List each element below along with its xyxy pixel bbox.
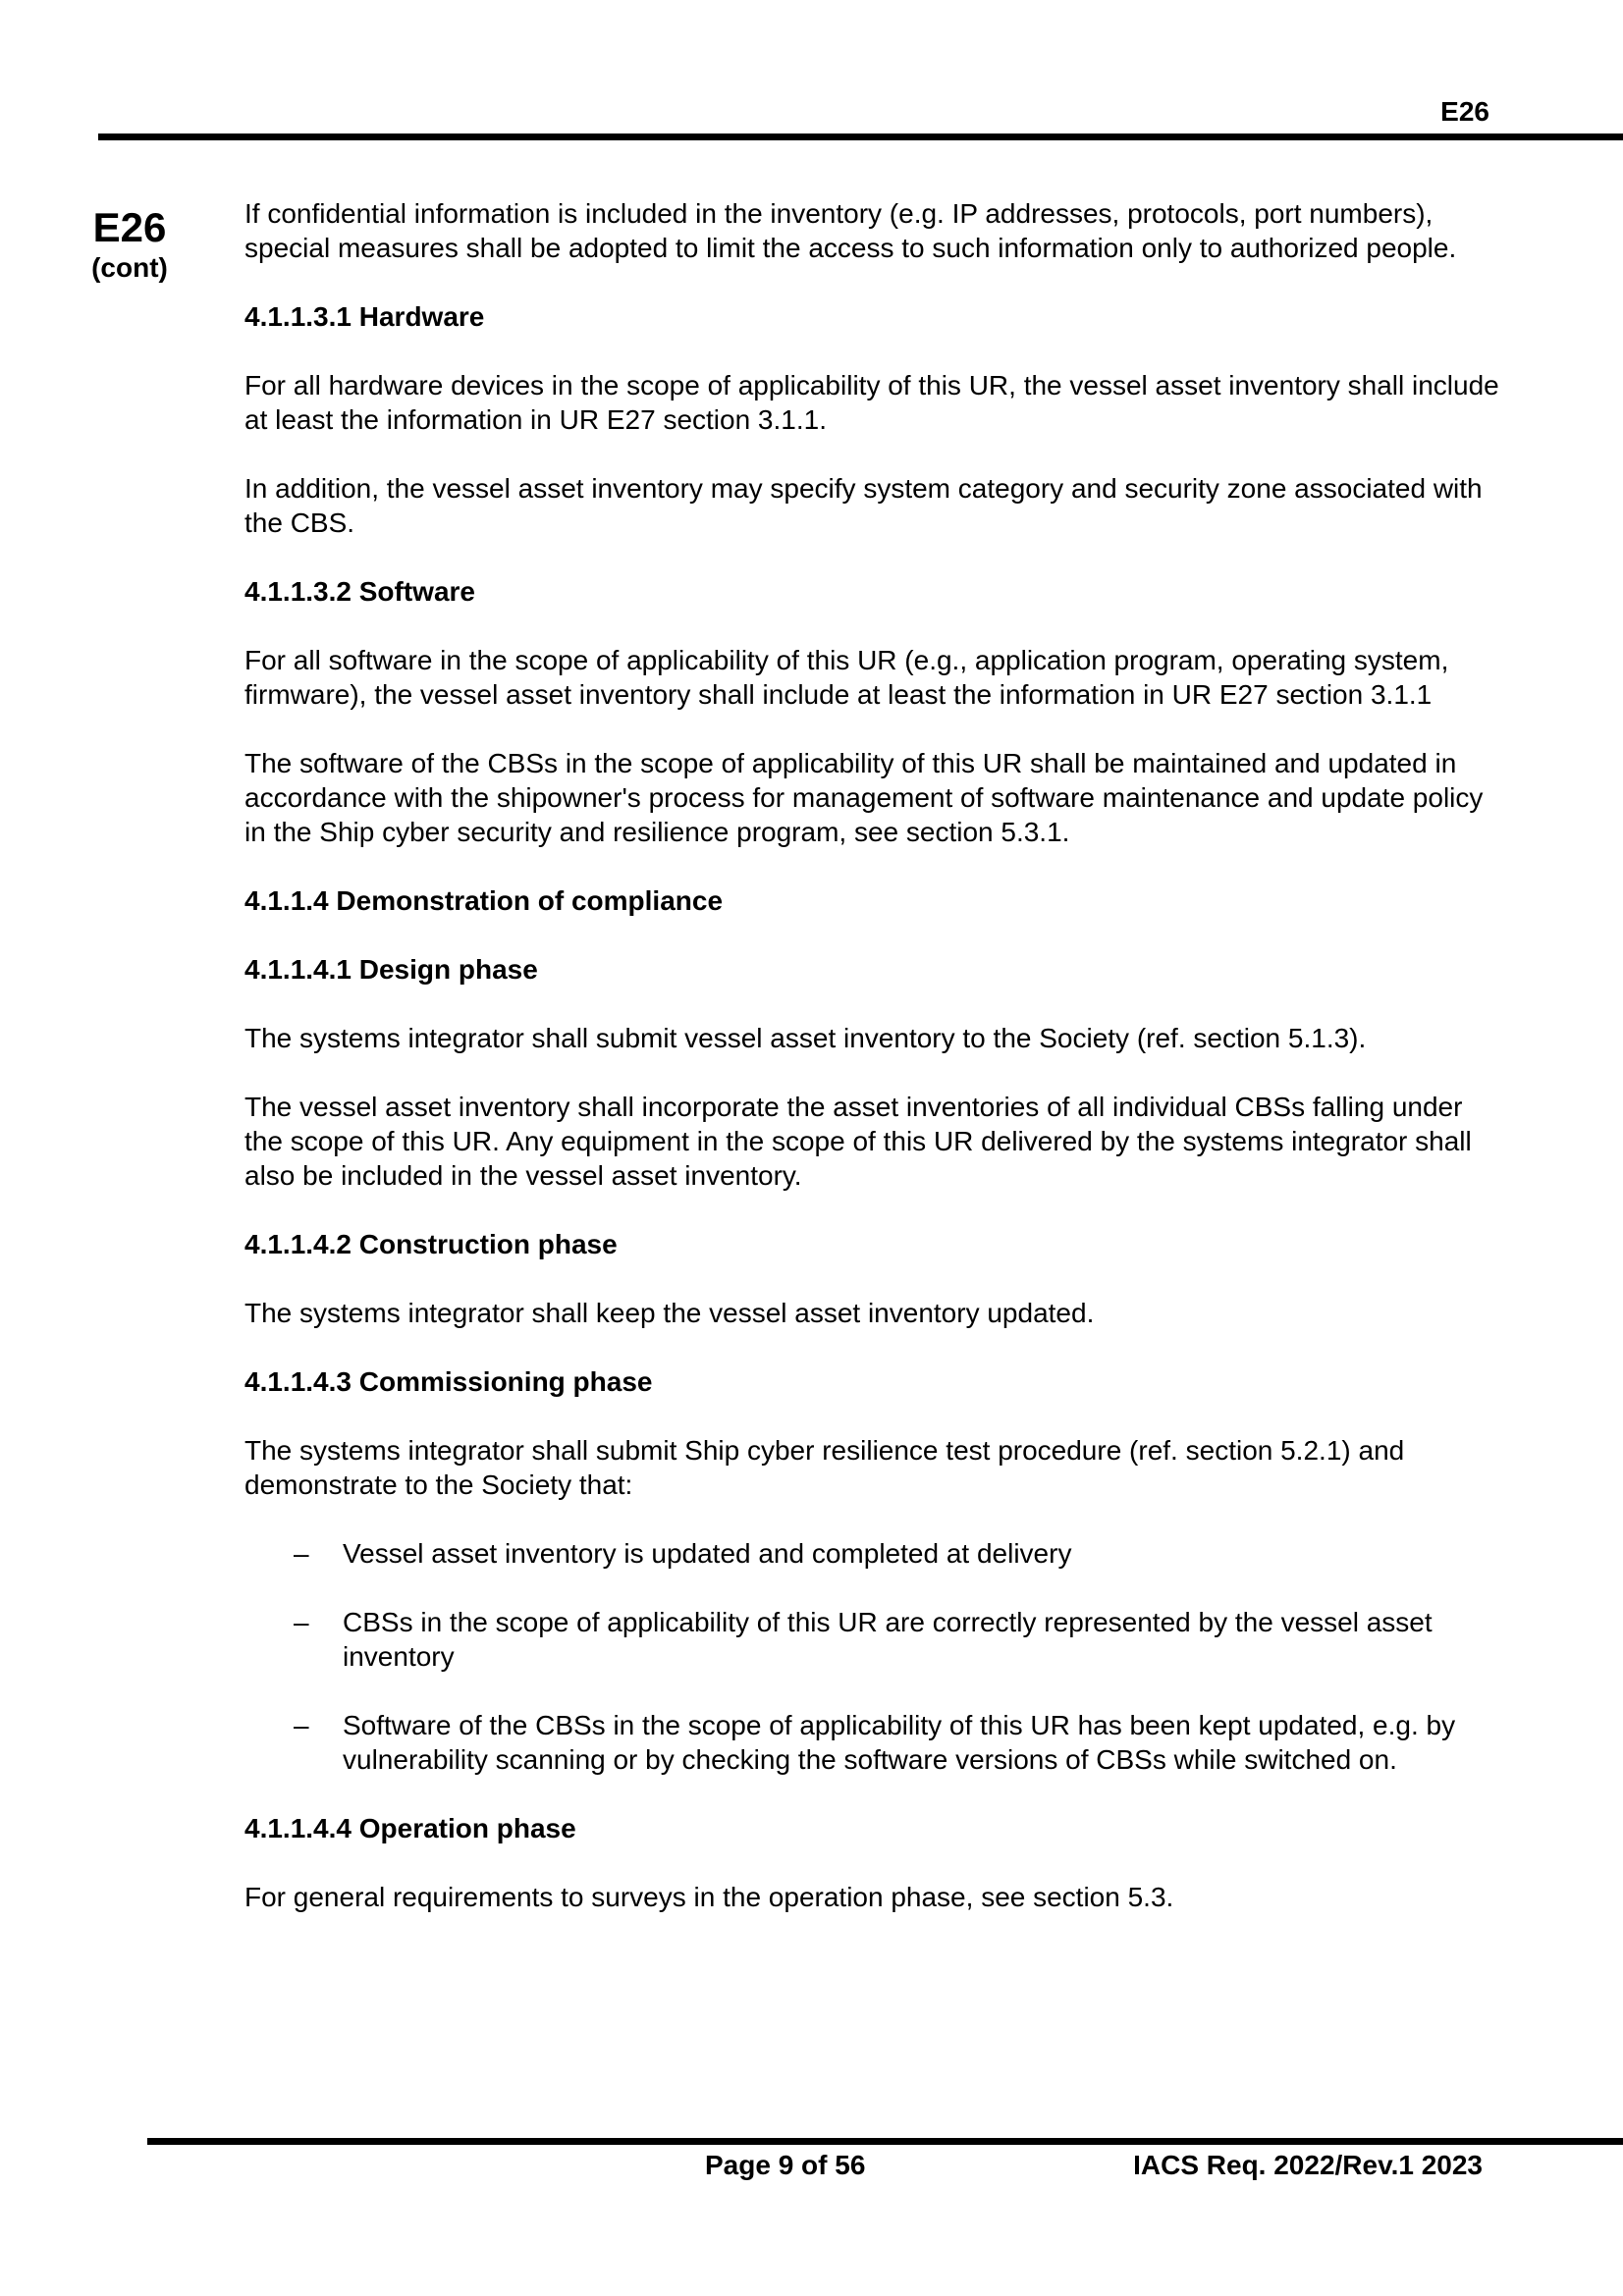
heading-construction-phase: 4.1.1.4.2 Construction phase: [244, 1229, 618, 1259]
side-label-cont: (cont): [91, 252, 168, 283]
paragraph-software-2: The software of the CBSs in the scope of applicability of this UR shall be maintained and updated in accordance with the shipowner's process for management of software maintenance and update policy in the Ship cyber security and resilience program, see section 5.3.1.: [244, 748, 1484, 847]
paragraph-design-2: The vessel asset inventory shall incorporate the asset inventories of all individual CBSs falling under the scope of this UR. Any equipment in the scope of this UR delivered by the systems integrator shall also be included in the vessel asset inventory.: [244, 1092, 1472, 1191]
bullet-dash: –: [294, 1607, 309, 1637]
header-rule: [98, 133, 1623, 140]
footer-reference: IACS Req. 2022/Rev.1 2023: [1133, 2150, 1483, 2180]
list-item: [244, 1536, 1501, 1571]
footer-rule: [147, 2138, 1623, 2145]
paragraph-hardware-2: In addition, the vessel asset inventory may specify system category and security zone associated with the CBS.: [244, 473, 1483, 538]
paragraph-design-1: The systems integrator shall submit vessel asset inventory to the Society (ref. section 5.1.3).: [244, 1023, 1367, 1053]
footer-page-number: Page 9 of 56: [705, 2150, 866, 2180]
list-item: [244, 1605, 1501, 1674]
paragraph-construction: The systems integrator shall keep the vessel asset inventory updated.: [244, 1298, 1095, 1328]
paragraph-commissioning: The systems integrator shall submit Ship cyber resilience test procedure (ref. section 5.2.1) and demonstrate to the Society that:: [244, 1435, 1405, 1500]
heading-design-phase: 4.1.1.4.1 Design phase: [244, 954, 538, 985]
list-item-text: CBSs in the scope of applicability of this UR are correctly represented by the vessel asset inventory: [343, 1607, 1433, 1672]
bullet-dash: –: [294, 1538, 309, 1569]
list-item-text: Vessel asset inventory is updated and completed at delivery: [343, 1538, 1072, 1569]
heading-demonstration: 4.1.1.4 Demonstration of compliance: [244, 885, 724, 916]
paragraph-operation: For general requirements to surveys in the operation phase, see section 5.3.: [244, 1882, 1174, 1912]
paragraph-confidential-info: If confidential information is included in the inventory (e.g. IP addresses, protocols, port numbers), special measures shall be adopted to limit the access to such information only to authorized people.: [244, 198, 1457, 263]
paragraph-software-1: For all software in the scope of applicability of this UR (e.g., application program, operating system, firmware), the vessel asset inventory shall include at least the information in UR E27 section 3.1.1: [244, 645, 1449, 710]
bullet-dash: –: [294, 1710, 309, 1740]
heading-operation-phase: 4.1.1.4.4 Operation phase: [244, 1813, 576, 1843]
list-item: [244, 1708, 1501, 1777]
side-label: [84, 204, 175, 285]
header-document-code: E26: [1440, 96, 1489, 127]
heading-hardware: 4.1.1.3.1 Hardware: [244, 301, 485, 332]
side-label-code: E26: [92, 204, 167, 250]
document-body: [244, 196, 1501, 1949]
heading-commissioning-phase: 4.1.1.4.3 Commissioning phase: [244, 1366, 653, 1397]
paragraph-hardware-1: For all hardware devices in the scope of applicability of this UR, the vessel asset inventory shall include at least the information in UR E27 section 3.1.1.: [244, 370, 1499, 435]
list-item-text: Software of the CBSs in the scope of applicability of this UR has been kept updated, e.g. by vulnerability scanning or by checking the software versions of CBSs while switched on.: [343, 1710, 1456, 1775]
heading-software: 4.1.1.3.2 Software: [244, 576, 476, 607]
